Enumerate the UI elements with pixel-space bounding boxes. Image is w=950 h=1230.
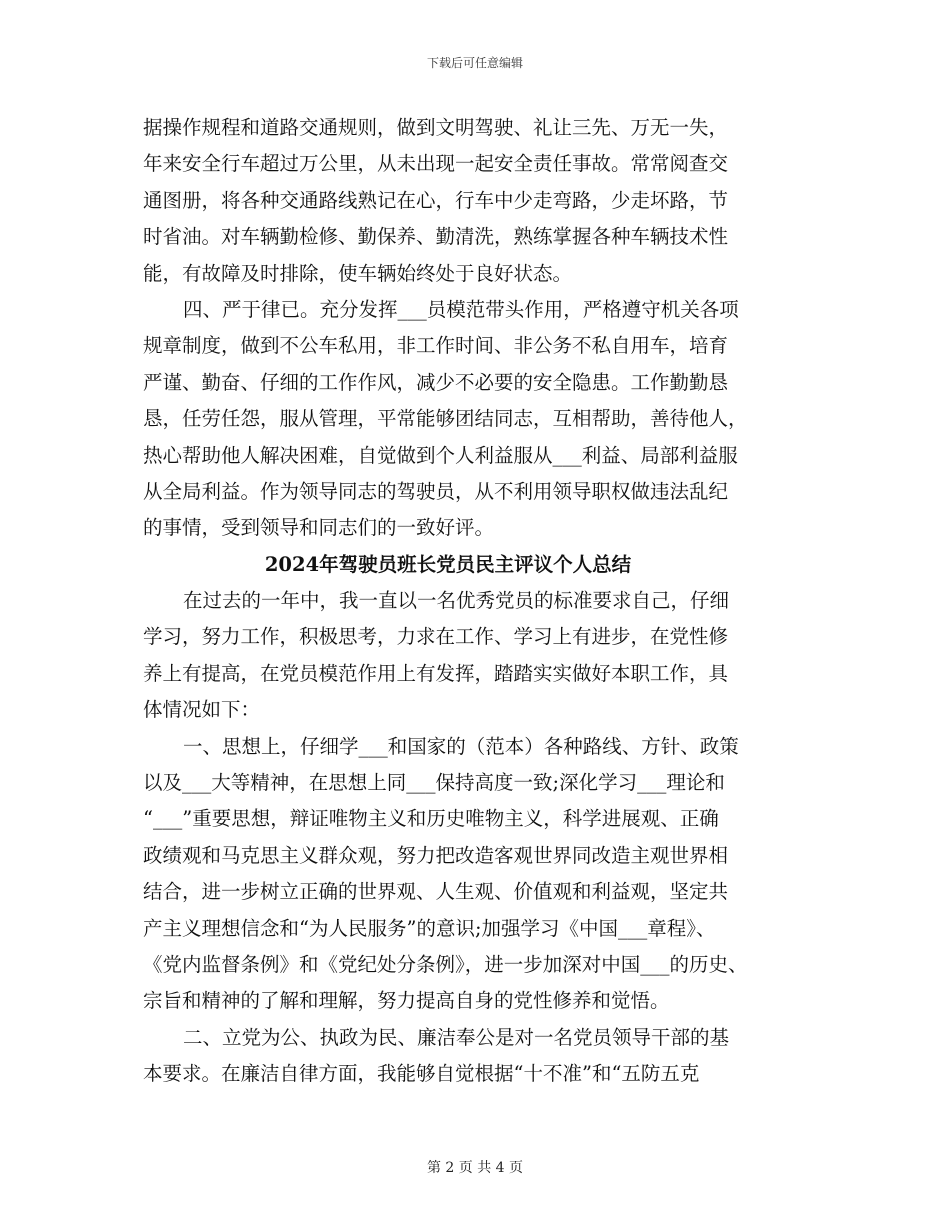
text-line: 一、思想上，仔细学___和国家的（范本）各种路线、方针、政策 xyxy=(183,734,739,758)
section-title: 2024年驾驶员班长党员民主评议个人总结 xyxy=(264,552,632,576)
text-line: 的事情，受到领导和同志们的一致好评。 xyxy=(143,516,495,540)
text-line: 结合，进一步树立正确的世界观、人生观、价值观和利益观，坚定共 xyxy=(143,880,729,904)
document-body xyxy=(143,110,823,1093)
page-footer: 第 2 页 共 4 页 xyxy=(426,1160,524,1176)
text-line: 通图册，将各种交通路线熟记在心，行车中少走弯路，少走坏路，节 xyxy=(143,188,729,212)
text-line: 宗旨和精神的了解和理解，努力提高自身的党性修养和觉悟。 xyxy=(143,989,670,1013)
text-line: 以及___大等精神，在思想上同___保持高度一致;深化学习___理论和 xyxy=(143,771,725,795)
text-line: 从全局利益。作为领导同志的驾驶员，从不利用领导职权做违法乱纪 xyxy=(143,479,729,503)
text-line: 规章制度，做到不公车私用，非工作时间、非公务不私自用车，培育 xyxy=(143,334,729,358)
text-line: 学习，努力工作，积极思考，力求在工作、学习上有进步，在党性修 xyxy=(143,625,729,649)
text-line: 据操作规程和道路交通规则，做到文明驾驶、礼让三先、万无一失， xyxy=(143,116,729,139)
page-header: 下载后可任意编辑 xyxy=(426,56,523,70)
text-line: 体情况如下： xyxy=(143,698,261,722)
text-line: 严谨、勤奋、仔细的工作作风，减少不必要的安全隐患。工作勤勤恳 xyxy=(143,370,729,394)
text-line: 能，有故障及时排除，使车辆始终处于良好状态。 xyxy=(143,261,573,285)
text-line: 年来安全行车超过万公里，从未出现一起安全责任事故。常常阅查交 xyxy=(143,152,729,176)
text-line: 在过去的一年中，我一直以一名优秀党员的标准要求自己，仔细 xyxy=(183,589,730,613)
text-line: 产主义理想信念和“为人民服务”的意识;加强学习《中国___章程》、 xyxy=(143,916,716,940)
text-line: 政绩观和马克思主义群众观，努力把改造客观世界同改造主观世界相 xyxy=(143,843,729,867)
text-line: “___”重要思想，辩证唯物主义和历史唯物主义，科学进展观、正确 xyxy=(143,807,719,831)
text-line: 本要求。在廉洁自律方面，我能够自觉根据“十不准”和“五防五克 xyxy=(143,1062,700,1086)
text-line: 恳，任劳任怨，服从管理，平常能够团结同志，互相帮助，善待他人， xyxy=(143,407,748,431)
text-line: 四、严于律已。充分发挥___员模范带头作用，严格遵守机关各项 xyxy=(183,297,739,321)
text-line: 《党内监督条例》和《党纪处分条例》，进一步加深对中国___的历史、 xyxy=(143,952,748,976)
text-line: 时省油。对车辆勤检修、勤保养、勤清洗，熟练掌握各种车辆技术性 xyxy=(143,225,729,249)
text-line: 养上有提高，在党员模范作用上有发挥，踏踏实实做好本职工作，具 xyxy=(143,661,729,685)
text-line: 热心帮助他人解决困难，自觉做到个人利益服从___利益、局部利益服 xyxy=(143,443,738,467)
text-line: 二、立党为公、执政为民、廉洁奉公是对一名党员领导干部的基 xyxy=(183,1025,730,1049)
